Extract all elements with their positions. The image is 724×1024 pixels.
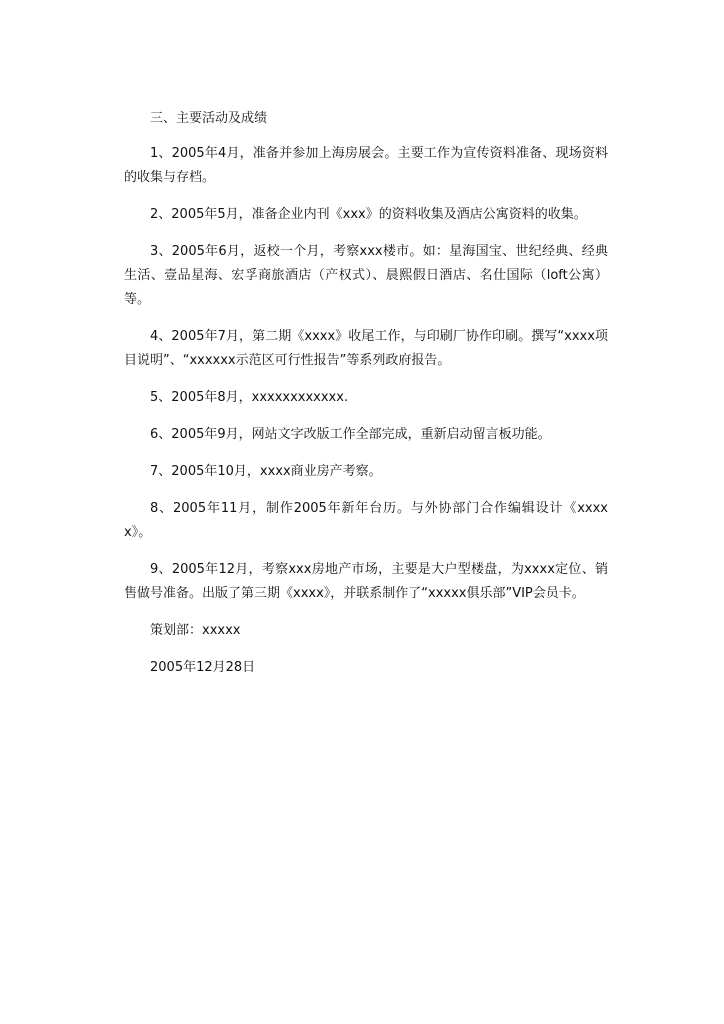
activity-item-6: 6、2005年9月，网站文字改版工作全部完成，重新启动留言板功能。 bbox=[150, 427, 551, 442]
document-date: 2005年12月28日 bbox=[150, 660, 256, 675]
activity-item-1: 1、2005年4月，准备并参加上海房展会。主要工作为宣传资料准备、现场资料的收集与存档。 bbox=[124, 146, 608, 185]
document-body bbox=[124, 107, 608, 693]
department-signature: 策划部：xxxxx bbox=[150, 623, 241, 638]
activity-item-2: 2、2005年5月，准备企业内刊《xxx》的资料收集及酒店公寓资料的收集。 bbox=[150, 207, 587, 222]
section-heading: 三、主要活动及成绩 bbox=[150, 111, 268, 126]
activity-item-8: 8、2005年11月，制作2005年新年台历。与外协部门合作编辑设计《xxxxx》。 bbox=[124, 501, 608, 540]
activity-item-4: 4、2005年7月，第二期《xxxx》收尾工作，与印刷厂协作印刷。撰写“xxxx项目说明”、“xxxxxx示范区可行性报告”等系列政府报告。 bbox=[124, 329, 608, 368]
activity-item-7: 7、2005年10月，xxxx商业房产考察。 bbox=[150, 464, 382, 479]
activity-item-5: 5、2005年8月，xxxxxxxxxxxx. bbox=[150, 390, 349, 405]
activity-item-3: 3、2005年6月，返校一个月，考察xxx楼市。如：星海国宝、世纪经典、经典生活、壹品星海、宏孚商旅酒店（产权式）、晨熙假日酒店、名仕国际（loft公寓）等。 bbox=[124, 244, 608, 307]
activity-item-9: 9、2005年12月，考察xxx房地产市场，主要是大户型楼盘，为xxxx定位、销售做号准备。出版了第三期《xxxx》，并联系制作了“xxxxx俱乐部”VIP会员卡。 bbox=[124, 562, 608, 601]
